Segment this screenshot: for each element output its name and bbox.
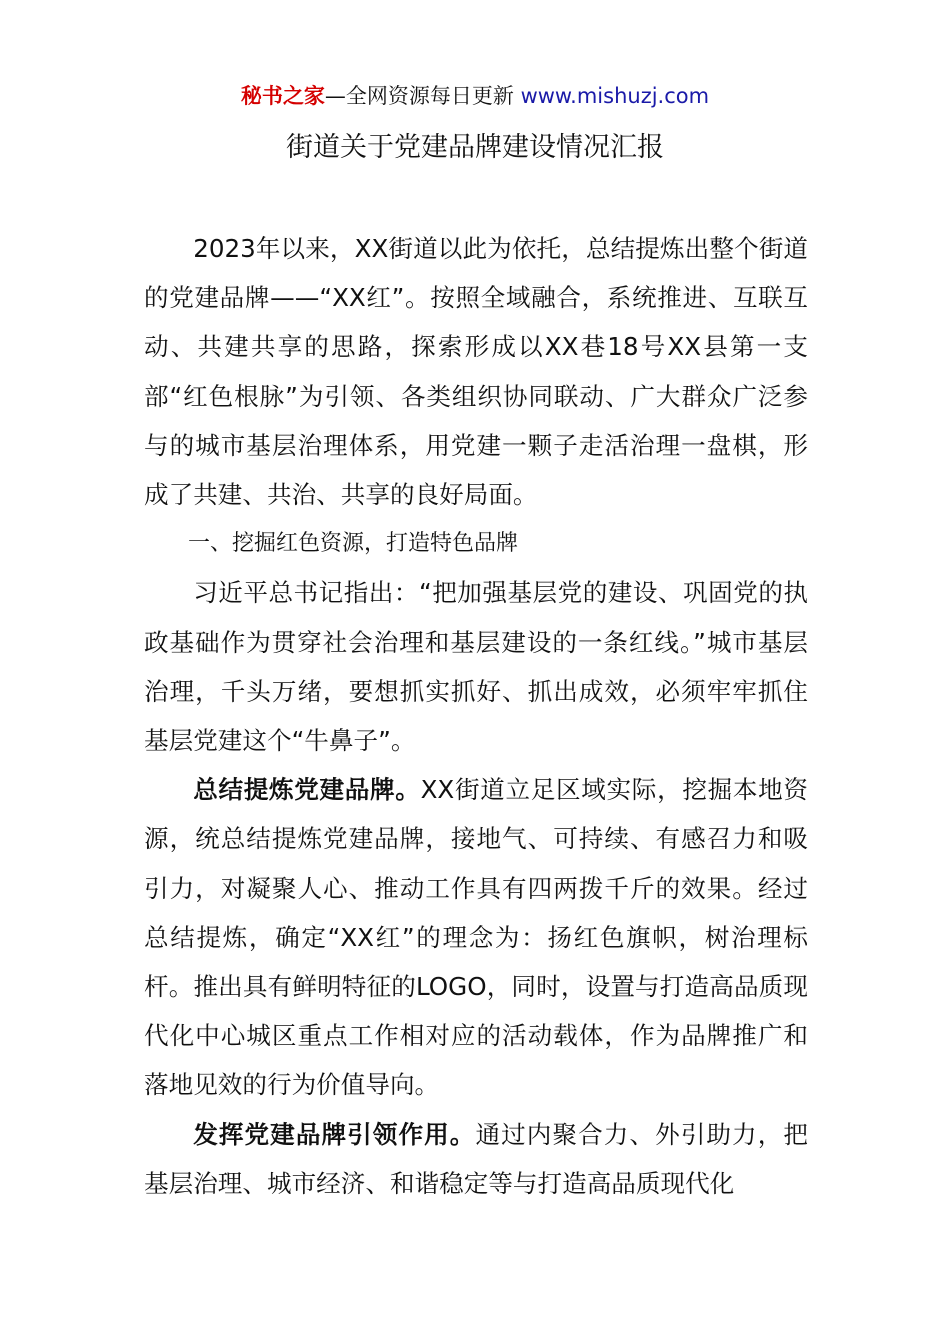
section-heading-1-text: 一、挖掘红色资源，打造特色品牌 xyxy=(188,531,519,557)
paragraph-brand-leading xyxy=(144,1110,808,1208)
site-name: 秘书之家 xyxy=(240,84,325,108)
paragraph-brand-leading-lead: 发挥党建品牌引领作用。 xyxy=(193,1119,476,1149)
paragraph-brand-summary-lead: 总结提炼党建品牌。 xyxy=(193,775,421,805)
paragraph-intro xyxy=(144,224,808,519)
site-tagline: —全网资源每日更新 xyxy=(324,84,521,108)
paragraph-brand-leading-text: 通过内聚合力、外引助力，把基层治理、城市经济、和谐稳定等与打造高品质现代化 xyxy=(144,1119,808,1198)
site-url-link[interactable]: www.mishuzj.com xyxy=(520,84,710,108)
paragraph-quote xyxy=(144,568,808,765)
section-heading-1 xyxy=(144,519,808,568)
document-title: 街道关于党建品牌建设情况汇报 xyxy=(286,132,664,163)
site-header xyxy=(0,80,950,112)
paragraph-brand-summary xyxy=(144,765,808,1109)
document-body xyxy=(144,224,808,1208)
paragraph-quote-text: 习近平总书记指出：“把加强基层党的建设、巩固党的执政基础作为贯穿社会治理和基层建设的一条红线。”城市基层治理，千头万绪，要想抓实抓好、抓出成效，必须牢牢抓住基层党建这个“牛鼻子”。 xyxy=(144,578,808,756)
paragraph-intro-text: 2023年以来，XX街道以此为依托，总结提炼出整个街道的党建品牌——“XX红”。按照全域融合，系统推进、互联互动、共建共享的思路，探索形成以XX巷18号XX县第一支部“红色根脉”为引领、各类组织协同联动、广大群众广泛参与的城市基层治理体系，用党建一颗子走活治理一盘棋，形成了共建、共治、共享的良好局面。 xyxy=(144,234,808,510)
paragraph-brand-summary-text: XX街道立足区域实际，挖掘本地资源，统总结提炼党建品牌，接地气、可持续、有感召力和吸引力，对凝聚人心、推动工作具有四两拨千斤的效果。经过总结提炼，确定“XX红”的理念为：扬红色旗帜，树治理标杆。推出具有鲜明特征的LOGO，同时，设置与打造高品质现代化中心城区重点工作相对应的活动载体，作为品牌推广和落地见效的行为价值导向。 xyxy=(144,775,808,1100)
